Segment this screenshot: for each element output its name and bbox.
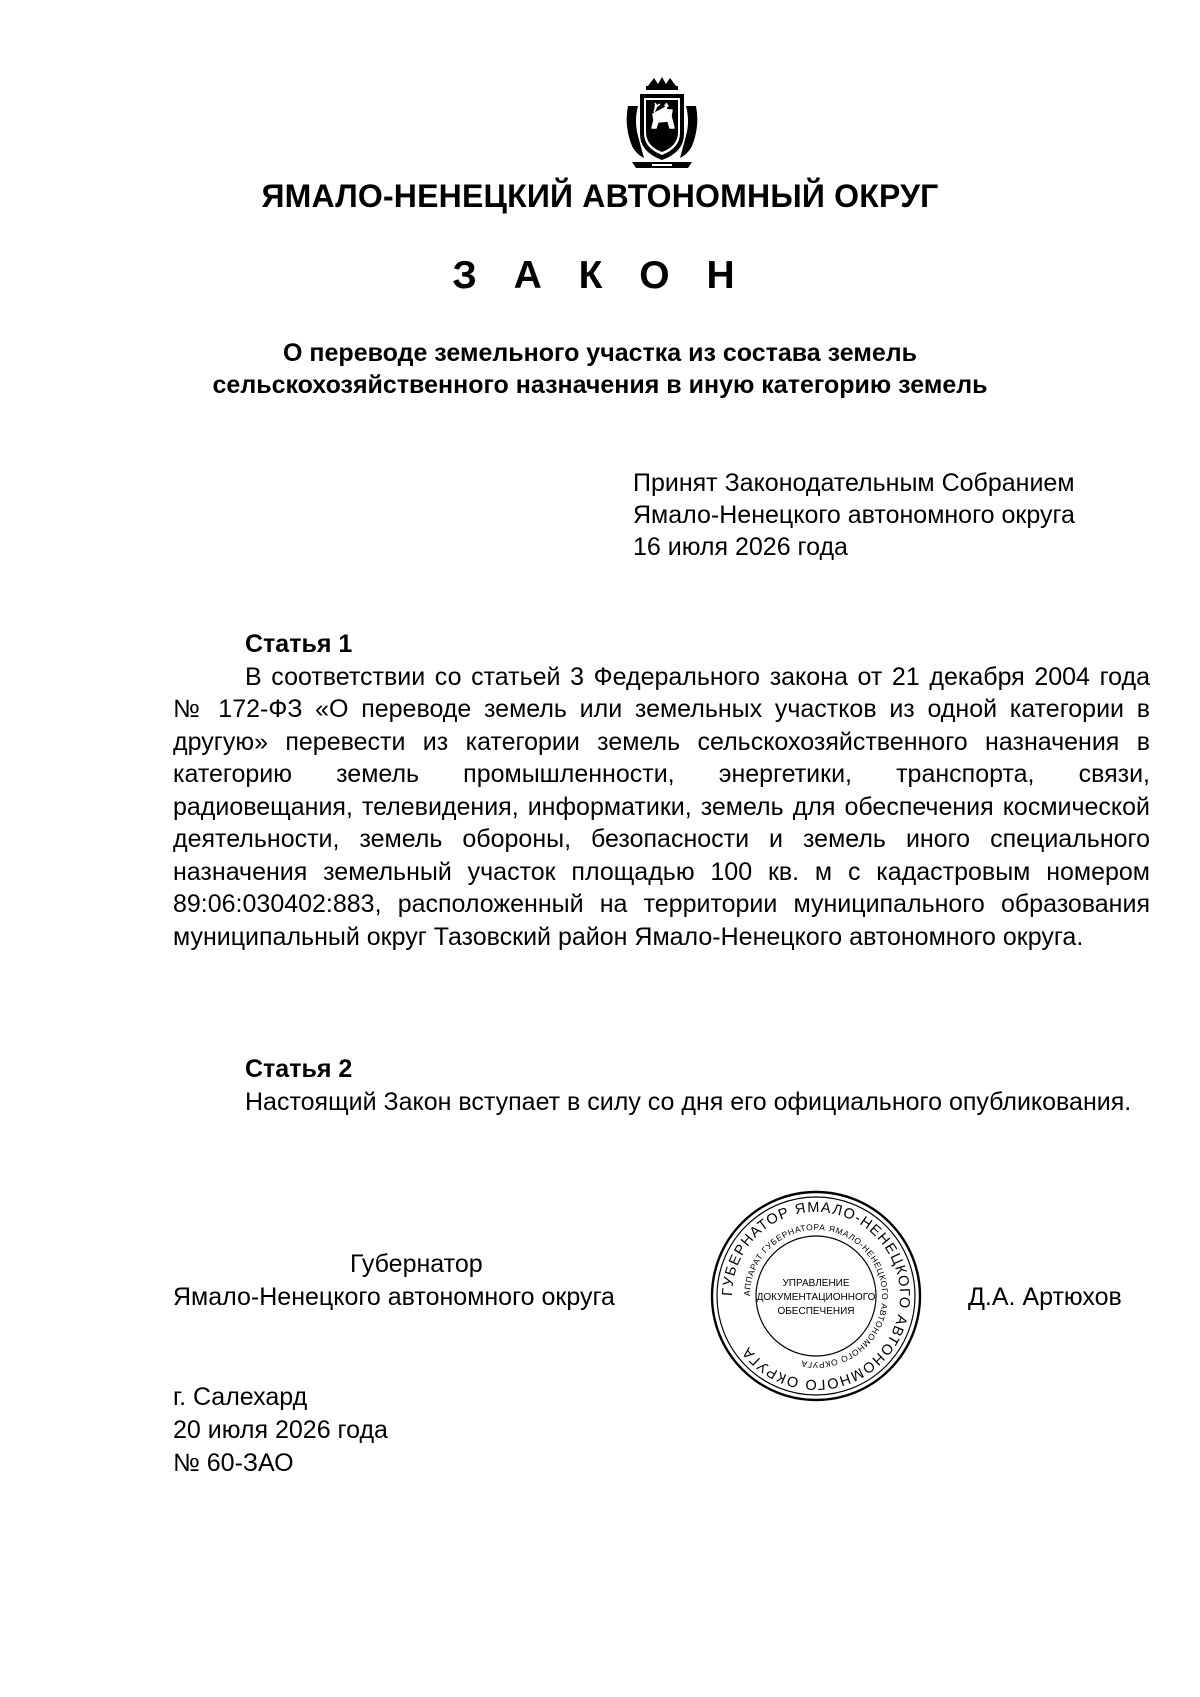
article-heading: Статья 1 <box>245 630 353 658</box>
seal-center-line: ОБЕСПЕЧЕНИЯ <box>777 1306 855 1317</box>
signatory-name: Д.А. Артюхов <box>968 1283 1122 1311</box>
article-text: Настоящий Закон вступает в силу со дня его официального опубликования. <box>245 1087 1132 1116</box>
article-2 <box>173 1053 1150 1118</box>
document-type: З А К О Н <box>452 254 748 297</box>
article-1 <box>173 628 1150 953</box>
adoption-line: Принят Законодательным Собранием <box>633 469 1075 497</box>
official-stamp-icon <box>706 1186 926 1406</box>
law-title-line: сельскохозяйственного назначения в иную категорию земель <box>212 371 988 399</box>
region-name: ЯМАЛО-НЕНЕЦКИЙ АВТОНОМНЫЙ ОКРУГ <box>261 178 939 214</box>
seal-inner-text: АППАРАТ ГУБЕРНАТОРА ЯМАЛО-НЕНЕЦКОГО АВТОНОМНОГО ОКРУГА <box>741 1221 891 1371</box>
adoption-line: Ямало-Ненецкого автономного округа <box>633 501 1075 529</box>
issue-date: 20 июля 2026 года <box>173 1416 388 1444</box>
article-text: В соответствии со статьей 3 Федерального закона от 21 декабря 2004 года № 172-ФЗ «О переводе земель или земельных участков из одной категории в другую» перевести из категории земель сельскохозяйственного назначения в категорию земель промышленности, энергетики, транспорта, связи, радиовещания, телевидения, информатики, земель для обеспечения космической деятельности, земель обороны, безопасности и земель иного специального назначения земельный участок площадью 100 кв. м с кадастровым номером 89:06:030402:883, расположенный на территории муниципального образования муниципальный округ Тазовский район Ямало-Ненецкого автономного округа. <box>173 662 1150 951</box>
coat-of-arms-icon <box>624 76 700 172</box>
position-region: Ямало-Ненецкого автономного округа <box>173 1283 615 1311</box>
position-title: Губернатор <box>350 1250 483 1278</box>
issue-city: г. Салехард <box>173 1383 308 1411</box>
law-title-line: О переводе земельного участка из состава земель <box>283 339 917 367</box>
article-heading: Статья 2 <box>245 1055 353 1083</box>
seal-center-line: УПРАВЛЕНИЕ <box>782 1278 850 1289</box>
adoption-note <box>633 467 1153 563</box>
law-number: № 60-ЗАО <box>173 1449 294 1477</box>
issue-details <box>173 1381 388 1480</box>
seal-center-line: ДОКУМЕНТАЦИОННОГО <box>756 1292 876 1303</box>
law-title <box>0 337 1200 401</box>
adoption-date: 16 июля 2026 года <box>633 533 848 561</box>
signatory-position <box>173 1248 693 1314</box>
seal-outer-text: ГУБЕРНАТОР ЯМАЛО-НЕНЕЦКОГО АВТОНОМНОГО ОКРУГА <box>719 1199 913 1393</box>
